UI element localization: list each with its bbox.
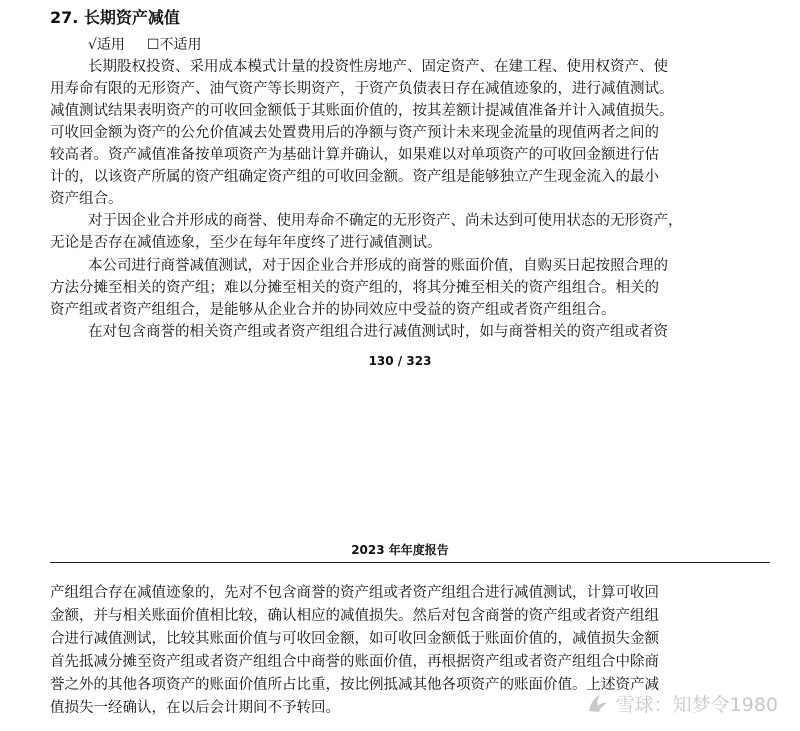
paragraph-line: 方法分摊至相关的资产组；难以分摊至相关的资产组的，将其分摊至相关的资产组组合。相关的 <box>50 280 659 296</box>
paragraph-line: 减值测试结果表明资产的可收回金额低于其账面价值的，按其差额计提减值准备并计入减值损失。 <box>50 103 674 119</box>
paragraph-line: 资产组或者资产组组合，是能够从企业合并的协同效应中受益的资产组或者资产组组合。 <box>50 302 616 318</box>
paragraph-line: 合进行减值测试，比较其账面价值与可收回金额，如可收回金额低于账面价值的，减值损失金额 <box>50 631 659 647</box>
page-number: 130 / 323 <box>368 354 432 368</box>
header-divider <box>50 562 770 563</box>
paragraph-line: 无论是否存在减值迹象，至少在每年年度终了进行减值测试。 <box>50 235 442 251</box>
applicable-checked-option: √适用 <box>88 37 125 53</box>
paragraph-line: 资产组合。 <box>50 191 123 207</box>
section-heading: 27. 长期资产减值 <box>50 8 180 27</box>
paragraph-line: 本公司进行商誉减值测试，对于因企业合并形成的商誉的账面价值，自购买日起按照合理的 <box>88 258 668 274</box>
paragraph-line: 首先抵减分摊至资产组或者资产组组合中商誉的账面价值，再根据资产组或者资产组组合中除商 <box>50 654 659 670</box>
paragraph-line: 金额，并与相关账面价值相比较，确认相应的减值损失。然后对包含商誉的资产组或者资产组组 <box>50 608 659 624</box>
paragraph-line: 可收回金额为资产的公允价值减去处置费用后的净额与资产预计未来现金流量的现值两者之间的 <box>50 125 659 141</box>
paragraph-line: 对于因企业合并形成的商誉、使用寿命不确定的无形资产、尚未达到可使用状态的无形资产， <box>88 213 683 229</box>
watermark-text: 雪球：知梦令1980 <box>615 694 778 716</box>
paragraph-line: 计的，以该资产所属的资产组确定资产组的可收回金额。资产组是能够独立产生现金流入的最小 <box>50 169 659 185</box>
not-applicable-option: ☐不适用 <box>146 37 202 53</box>
watermark <box>586 690 778 719</box>
paragraph-line: 誉之外的其他各项资产的账面价值所占比重，按比例抵减其他各项资产的账面价值。上述资产减 <box>50 677 659 693</box>
paragraph-line: 在对包含商誉的相关资产组或者资产组组合进行减值测试时，如与商誉相关的资产组或者资 <box>88 324 668 340</box>
paragraph-line: 较高者。资产减值准备按单项资产为基础计算并确认，如果难以对单项资产的可收回金额进行估 <box>50 147 659 163</box>
report-title-header: 2023 年年度报告 <box>351 543 449 557</box>
paragraph-line: 长期股权投资、采用成本模式计量的投资性房地产、固定资产、在建工程、使用权资产、使 <box>88 59 668 75</box>
paragraph-line: 产组组合存在减值迹象的，先对不包含商誉的资产组或者资产组组合进行减值测试，计算可收回 <box>50 585 659 601</box>
paragraph-line: 值损失一经确认，在以后会计期间不予转回。 <box>50 700 340 716</box>
applicability-options <box>88 35 201 55</box>
snowball-logo-icon <box>586 692 610 719</box>
paragraph-line: 用寿命有限的无形资产、油气资产等长期资产，于资产负债表日存在减值迹象的，进行减值测试。 <box>50 81 674 97</box>
